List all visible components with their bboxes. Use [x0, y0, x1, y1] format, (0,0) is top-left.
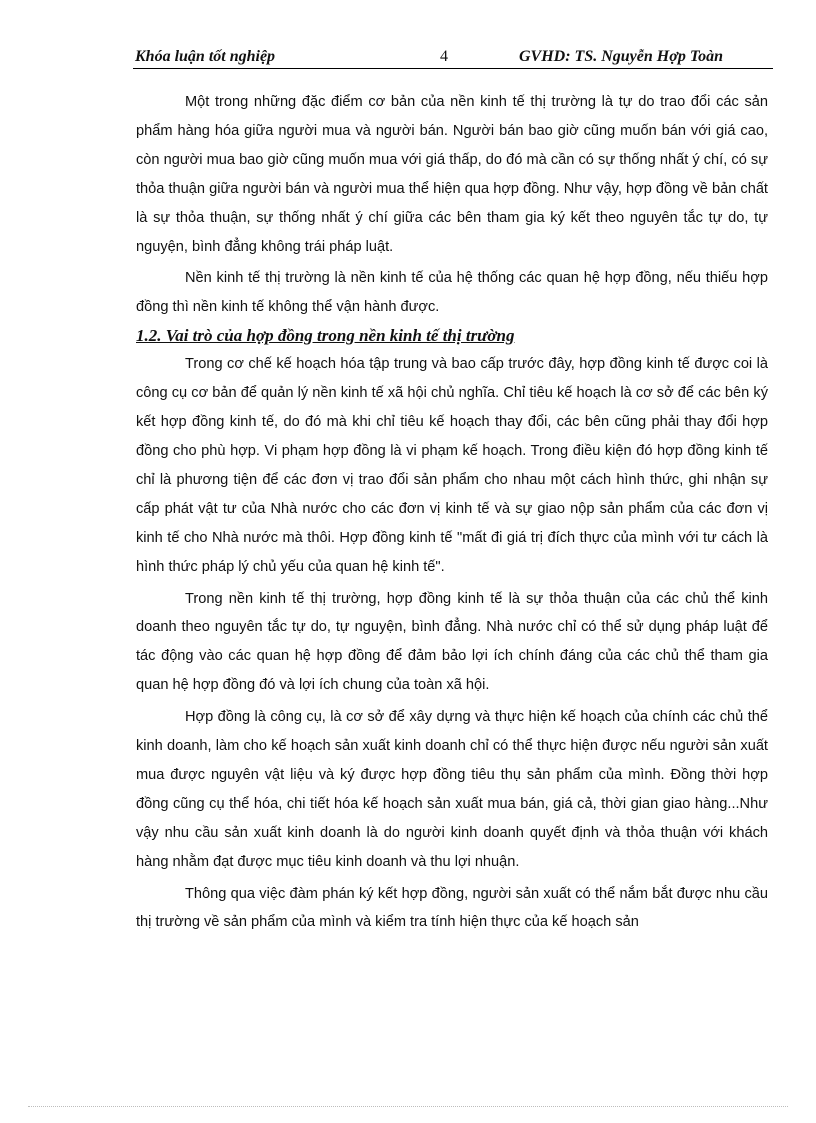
page-header: [133, 46, 773, 69]
page-number: 4: [440, 48, 448, 65]
paragraph: Trong nền kinh tế thị trường, hợp đồng kinh tế là sự thỏa thuận của các chủ thể kinh doanh theo nguyên tắc tự do, tự nguyện, bình đẳng. Nhà nước chỉ có thể sử dụng pháp luật để tác động vào các quan hệ hợp đồng để đảm bảo lợi ích chính đáng của các chủ thể tham gia quan hệ hợp đồng đó và lợi ích chung của toàn xã hội.: [136, 590, 768, 694]
thesis-label: Khóa luận tốt nghiệp: [135, 48, 276, 65]
section-heading: 1.2. Vai trò của hợp đồng trong nền kinh tế thị trường: [136, 326, 515, 346]
document-body: [136, 88, 768, 937]
paragraph: Một trong những đặc điểm cơ bản của nền kinh tế thị trường là tự do trao đổi các sản phẩm hàng hóa giữa người mua và người bán. Người bán bao giờ cũng muốn bán với giá cao, còn người mua bao giờ cũng muốn mua với giá thấp, do đó mà cần có sự thống nhất ý chí, có sự thỏa thuận giữa người bán và người mua thể hiện qua hợp đồng. Như vậy, hợp đồng về bản chất là sự thỏa thuận, sự thống nhất ý chí giữa các bên tham gia ký kết theo nguyên tắc tự do, tự nguyện, bình đẳng không trái pháp luật.: [136, 94, 768, 255]
supervisor-label: GVHD: TS. Nguyễn Hợp Toàn: [519, 48, 724, 65]
paragraph: Hợp đồng là công cụ, là cơ sở để xây dựng và thực hiện kế hoạch của chính các chủ thể kinh doanh, làm cho kế hoạch sản xuất kinh doanh chỉ có thể thực hiện được nếu người sản xuất mua được nguyên vật liệu và ký được hợp đồng tiêu thụ sản phẩm của mình. Đồng thời hợp đồng cũng cụ thể hóa, chi tiết hóa kế hoạch sản xuất mua bán, giá cả, thời gian giao hàng...Như vậy nhu cầu sản xuất kinh doanh là do người kinh doanh quyết định và thỏa thuận với khách hàng nhằm đạt được mục tiêu kinh doanh và thu lợi nhuận.: [136, 709, 768, 870]
paragraph: Trong cơ chế kế hoạch hóa tập trung và bao cấp trước đây, hợp đồng kinh tế được coi là công cụ cơ bản để quản lý nền kinh tế xã hội chủ nghĩa. Chỉ tiêu kế hoạch là cơ sở để các bên ký kết hợp đồng kinh tế, do đó mà khi chỉ tiêu kế hoạch thay đổi, các bên cũng phải thay đổi hợp đồng cho phù hợp. Vi phạm hợp đồng là vi phạm kế hoạch. Trong điều kiện đó hợp đồng kinh tế chỉ là phương tiện để các đơn vị trao đổi sản phẩm cho nhau một cách hình thức, ghi nhận sự cấp phát vật tư của Nhà nước cho các đơn vị kinh tế và sự giao nộp sản phẩm của các đơn vị kinh tế cho Nhà nước mà thôi. Hợp đồng kinh tế "mất đi giá trị đích thực của mình với tư cách là hình thức pháp lý chủ yếu của quan hệ kinh tế".: [136, 356, 768, 575]
paragraph: Nền kinh tế thị trường là nền kinh tế của hệ thống các quan hệ hợp đồng, nếu thiếu hợp đồng thì nền kinh tế không thể vận hành được.: [136, 270, 768, 316]
paragraph: Thông qua việc đàm phán ký kết hợp đồng, người sản xuất có thể nắm bắt được nhu cầu thị trường về sản phẩm của mình và kiểm tra tính hiện thực của kế hoạch sản: [136, 885, 768, 931]
page-bottom-border: [28, 1106, 788, 1107]
